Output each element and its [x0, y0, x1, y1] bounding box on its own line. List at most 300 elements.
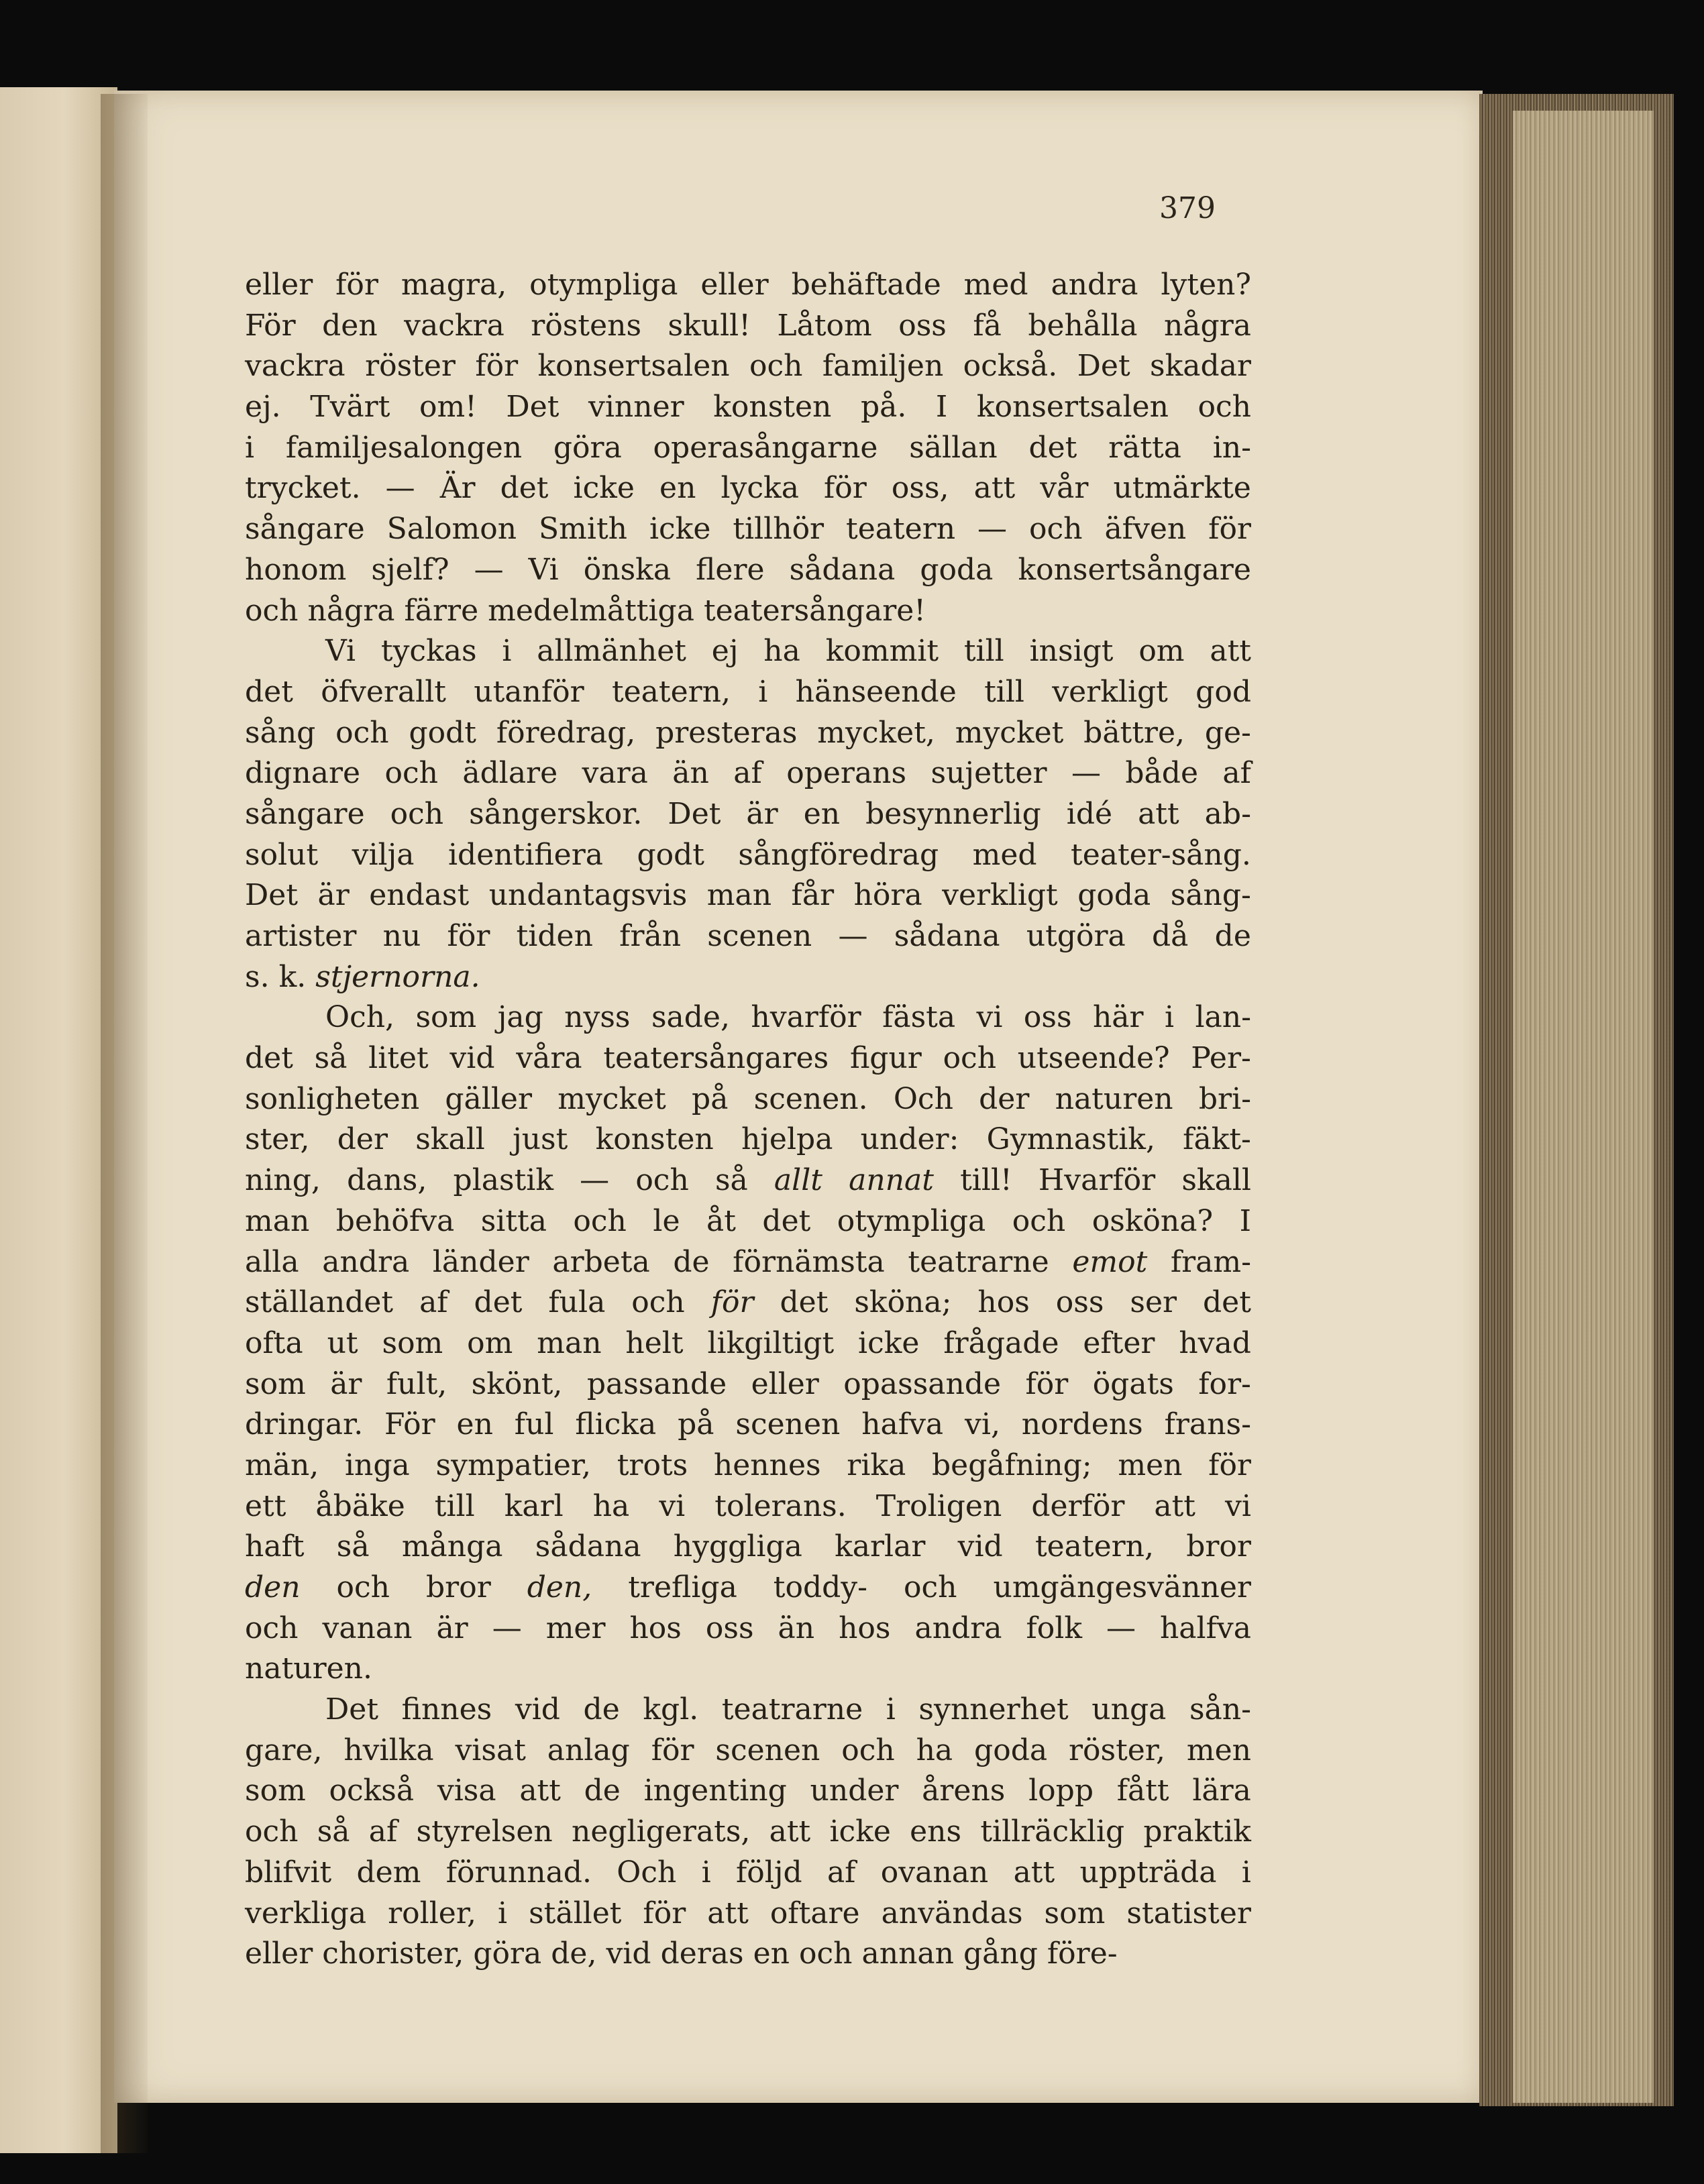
word: det: [245, 674, 293, 709]
word: Vi: [528, 552, 559, 587]
word: Och: [893, 1081, 953, 1116]
word: —: [1106, 1610, 1136, 1645]
word: länder: [432, 1244, 529, 1279]
word: endast: [369, 878, 470, 913]
word: vi: [1225, 1488, 1251, 1523]
word: är: [746, 796, 778, 831]
word: ha: [916, 1733, 953, 1767]
word: äfven: [1104, 512, 1187, 547]
word: också.: [963, 349, 1058, 384]
word: skönt,: [471, 1366, 563, 1401]
word: dringar.: [245, 1407, 364, 1442]
word: den: [245, 1570, 301, 1604]
word: hjelpa: [741, 1122, 833, 1157]
word: mycket: [955, 715, 1064, 750]
body-text: [245, 265, 1251, 1975]
word: Är: [439, 471, 476, 506]
word: just: [513, 1122, 568, 1157]
text-line: [245, 713, 1251, 754]
word: att: [1210, 634, 1251, 669]
text-line: [245, 1527, 1251, 1568]
word: För: [245, 308, 296, 343]
text-line: [245, 631, 1251, 672]
word: trefliga: [628, 1570, 737, 1604]
word: eller: [245, 268, 313, 302]
word: lycka: [721, 471, 799, 506]
word: kgl.: [643, 1692, 699, 1727]
word: göra: [473, 1936, 542, 1971]
word: i: [1164, 1000, 1175, 1035]
text-line: [245, 1771, 1251, 1812]
word: utanför: [474, 674, 584, 709]
text-line: [245, 1079, 1251, 1120]
word: naturen: [1055, 1081, 1173, 1116]
word: lyten?: [1161, 268, 1251, 302]
word: hos: [839, 1610, 891, 1645]
text-line: [245, 265, 1251, 306]
word: sonligheten: [245, 1081, 420, 1116]
word: sympatier,: [435, 1448, 592, 1482]
word: icke: [858, 1325, 920, 1360]
word: och: [841, 1733, 895, 1767]
word: som: [245, 1366, 306, 1401]
word: i: [701, 1855, 711, 1890]
word: får: [791, 878, 835, 913]
word: vid: [515, 1692, 560, 1727]
word: oss: [898, 308, 947, 343]
word: Per-: [1191, 1041, 1251, 1076]
text-line: [245, 346, 1251, 387]
word: s.: [245, 959, 270, 994]
word: för: [1025, 1366, 1069, 1401]
word: karl: [504, 1488, 564, 1523]
text-line: [245, 1364, 1251, 1405]
word: till: [963, 634, 1004, 669]
book-gutter-shadow: [101, 94, 148, 2153]
word: vid: [449, 1041, 495, 1076]
text-line: [245, 1160, 1251, 1201]
word: —: [838, 919, 868, 953]
text-line: [245, 1568, 1251, 1608]
word: lära: [1192, 1773, 1251, 1808]
word: oss: [1055, 1285, 1104, 1320]
text-line: [245, 875, 1251, 916]
word: af: [368, 1814, 398, 1849]
word: visat: [455, 1733, 526, 1767]
word: de: [583, 1692, 620, 1727]
word: bror: [426, 1570, 491, 1604]
word: lopp: [1028, 1773, 1094, 1808]
word: —: [580, 1163, 610, 1198]
word: teatersångares: [603, 1041, 829, 1076]
word: för: [1208, 1448, 1251, 1482]
word: att: [769, 1814, 811, 1849]
word: insigt: [1029, 634, 1114, 669]
word: goda: [1077, 878, 1151, 913]
word: otympliga: [529, 268, 678, 302]
word: operasångarne: [653, 430, 878, 465]
word: ser: [1130, 1285, 1177, 1320]
word: och: [245, 593, 299, 628]
word: vi: [976, 1000, 1003, 1035]
text-line: [245, 1731, 1251, 1771]
word: är: [317, 878, 350, 913]
word: plastik: [453, 1163, 553, 1198]
word: och: [1197, 390, 1251, 425]
word: höra: [853, 878, 922, 913]
word: ning,: [245, 1163, 321, 1198]
word: man: [706, 878, 772, 913]
word: hvarför: [751, 1000, 861, 1035]
word: bror: [1186, 1529, 1251, 1564]
word: röstens: [531, 308, 642, 343]
word: några: [307, 593, 395, 628]
text-line: [245, 1690, 1251, 1731]
word: och: [749, 349, 803, 384]
word: årens: [922, 1773, 1006, 1808]
word: presteras: [655, 715, 798, 750]
word: till!: [960, 1163, 1012, 1198]
word: den: [322, 308, 378, 343]
word: då: [1152, 919, 1189, 953]
word: tolerans.: [714, 1488, 847, 1523]
word: begåfning;: [932, 1448, 1092, 1482]
word: undantagsvis: [488, 878, 688, 913]
word: sån-: [1189, 1692, 1251, 1727]
word: behöfva: [335, 1203, 455, 1238]
word: vi: [659, 1488, 686, 1523]
word: och: [384, 756, 438, 791]
paragraph: [245, 1690, 1251, 1975]
word: magra,: [401, 268, 507, 302]
word: hos: [629, 1610, 682, 1645]
word: in-: [1212, 430, 1251, 465]
word: förnämsta: [733, 1244, 885, 1279]
word: en: [803, 796, 841, 831]
word: och: [335, 715, 389, 750]
word: godt: [637, 837, 704, 872]
word: utmärkte: [1113, 471, 1251, 506]
word: Vi: [325, 634, 356, 669]
word: I: [1239, 1203, 1251, 1238]
word: oss: [705, 1610, 754, 1645]
word: de: [673, 1244, 710, 1279]
word: i: [758, 674, 768, 709]
word: flicka: [575, 1407, 657, 1442]
word: hennes: [713, 1448, 821, 1482]
text-line: [245, 794, 1251, 835]
page-number: 379: [1159, 191, 1216, 225]
word: litet: [368, 1041, 429, 1076]
word: ster,: [245, 1122, 310, 1157]
book-page-edges-inner: [1513, 111, 1654, 2103]
word: fula: [548, 1285, 606, 1320]
word: fram-: [1170, 1244, 1251, 1279]
word: skall: [1181, 1163, 1251, 1198]
word: hyggliga: [673, 1529, 802, 1564]
word: af: [733, 756, 762, 791]
word: åbäke: [315, 1488, 405, 1523]
word: teater-sång.: [1071, 837, 1251, 872]
word: Låtom: [777, 308, 872, 343]
word: sångerskor.: [469, 796, 643, 831]
word: för: [1208, 512, 1251, 547]
word: medelmåttiga: [488, 593, 694, 628]
word: lan-: [1195, 1000, 1251, 1035]
word: och: [245, 1814, 299, 1849]
word: konsertsalen: [537, 349, 730, 384]
word: icke: [649, 512, 711, 547]
word: hvilka: [343, 1733, 434, 1767]
text-line: [245, 1242, 1251, 1283]
word: familjesalongen: [285, 430, 523, 465]
text-line: [245, 1934, 1251, 1975]
word: För: [384, 1407, 435, 1442]
word: visa: [437, 1773, 496, 1808]
word: dem: [356, 1855, 421, 1890]
word: skull!: [668, 308, 751, 343]
word: på: [678, 1407, 714, 1442]
word: att: [1013, 1855, 1055, 1890]
text-line: [245, 1486, 1251, 1527]
word: solut: [245, 837, 319, 872]
word: —: [385, 471, 415, 506]
word: ha: [763, 634, 800, 669]
word: i: [502, 634, 512, 669]
word: vid: [957, 1529, 1003, 1564]
paragraph: [245, 265, 1251, 631]
word: folk: [1026, 1610, 1082, 1645]
word: Troligen: [875, 1488, 1002, 1523]
word: vilja: [352, 837, 415, 872]
word: I: [935, 390, 948, 425]
word: i: [1241, 1855, 1251, 1890]
word: önska: [583, 552, 672, 587]
word: som: [1044, 1896, 1106, 1930]
paragraph: [245, 631, 1251, 997]
text-line: [245, 509, 1251, 550]
word: eller: [751, 1366, 819, 1401]
word: k.: [278, 959, 307, 994]
word: ens: [910, 1814, 962, 1849]
word: ab-: [1204, 796, 1251, 831]
word: verkligt: [942, 878, 1058, 913]
word: vackra: [245, 349, 345, 384]
word: idé: [1066, 796, 1113, 831]
word: roller,: [388, 1896, 477, 1930]
text-line: [245, 591, 1251, 632]
word: före-: [1047, 1936, 1118, 1971]
word: och: [635, 1163, 689, 1198]
word: efter: [1083, 1325, 1155, 1360]
word: ädlare: [462, 756, 558, 791]
word: åt: [706, 1203, 736, 1238]
word: ställandet: [245, 1285, 394, 1320]
word: utseende?: [1017, 1041, 1170, 1076]
text-line: [245, 753, 1251, 794]
word: om!: [419, 390, 477, 425]
word: trycket.: [245, 471, 361, 506]
word: nu: [382, 919, 421, 953]
word: för: [335, 268, 378, 302]
word: det: [780, 1285, 829, 1320]
word: ingenting: [643, 1773, 787, 1808]
word: förunnad.: [445, 1855, 592, 1890]
word: gång: [963, 1936, 1038, 1971]
left-page-edge: [0, 87, 117, 2153]
word: hvad: [1179, 1325, 1251, 1360]
text-line: [245, 1894, 1251, 1934]
word: konsten: [713, 390, 832, 425]
word: sjelf?: [371, 552, 449, 587]
word: mycket: [557, 1081, 666, 1116]
word: uppträda: [1079, 1855, 1217, 1890]
word: det: [500, 471, 549, 506]
word: från: [619, 919, 682, 953]
word: vinner: [588, 390, 684, 425]
word: nordens: [1021, 1407, 1143, 1442]
word: sådana: [535, 1529, 641, 1564]
word: fått: [1116, 1773, 1169, 1808]
word: ovanan: [880, 1855, 989, 1890]
word: vackra: [404, 308, 504, 343]
word: de: [1214, 919, 1251, 953]
word: fästa: [882, 1000, 956, 1035]
text-line: [245, 672, 1251, 713]
word: mer: [545, 1610, 606, 1645]
word: annan: [861, 1936, 954, 1971]
word: om: [467, 1325, 513, 1360]
word: färre: [404, 593, 479, 628]
word: röster: [365, 349, 456, 384]
word: tillräcklig: [980, 1814, 1125, 1849]
word: for-: [1198, 1366, 1251, 1401]
word: Smith: [539, 512, 627, 547]
word: kommit: [825, 634, 939, 669]
word: och: [573, 1203, 627, 1238]
word: umgängesvänner: [993, 1570, 1251, 1604]
word: sådana: [894, 919, 1000, 953]
word: synnerhet: [918, 1692, 1069, 1727]
word: utgöra: [1026, 919, 1126, 953]
word: och: [336, 1570, 390, 1604]
word: artister: [245, 919, 357, 953]
word: är: [330, 1366, 362, 1401]
word: ett: [245, 1488, 286, 1523]
word: ful: [514, 1407, 554, 1442]
text-line: [245, 1608, 1251, 1649]
word: teatrarne: [908, 1244, 1049, 1279]
text-line: [245, 1853, 1251, 1894]
word: att: [973, 471, 1016, 506]
word: arbeta: [552, 1244, 650, 1279]
word: med: [963, 268, 1028, 302]
word: våra: [516, 1041, 582, 1076]
word: besynnerlig: [865, 796, 1041, 831]
word: operans: [786, 756, 907, 791]
word: Tvärt: [310, 390, 390, 425]
word: på.: [860, 390, 907, 425]
word: opassande: [843, 1366, 1002, 1401]
word: så: [336, 1529, 370, 1564]
word: än: [778, 1610, 815, 1645]
word: och: [245, 1610, 299, 1645]
word: andra: [914, 1610, 1002, 1645]
word: sujetter: [930, 756, 1047, 791]
word: teatrarne: [721, 1692, 863, 1727]
text-line: [245, 835, 1251, 876]
word: skall: [415, 1122, 485, 1157]
word: scenen: [735, 1407, 841, 1442]
word: scenen.: [753, 1081, 868, 1116]
text-line: [245, 1649, 1251, 1690]
word: det: [474, 1285, 523, 1320]
word: fäkt-: [1183, 1122, 1251, 1157]
text-line: [245, 1323, 1251, 1364]
word: trots: [617, 1448, 688, 1482]
word: verkliga: [245, 1896, 367, 1930]
paragraph: [245, 997, 1251, 1690]
word: men: [1186, 1733, 1251, 1767]
word: flere: [696, 552, 765, 587]
word: styrelsen: [416, 1814, 553, 1849]
word: teatern: [846, 512, 956, 547]
word: le: [653, 1203, 680, 1238]
word: ha: [592, 1488, 630, 1523]
word: användas: [881, 1896, 1023, 1930]
text-line: [245, 468, 1251, 509]
word: mycket,: [817, 715, 935, 750]
word: god: [1195, 674, 1251, 709]
word: negligerats,: [572, 1814, 751, 1849]
word: det: [245, 1041, 293, 1076]
word: teatern,: [1034, 1529, 1154, 1564]
word: otympliga: [837, 1203, 986, 1238]
word: man: [537, 1325, 602, 1360]
word: oftare: [769, 1896, 860, 1930]
word: nyss: [564, 1000, 631, 1035]
word: att: [519, 1773, 561, 1808]
word: är: [436, 1610, 468, 1645]
word: många: [401, 1529, 503, 1564]
word: för: [447, 919, 490, 953]
word: af: [1222, 756, 1251, 791]
word: en: [456, 1407, 493, 1442]
word: den,: [527, 1570, 592, 1604]
word: eller: [245, 1936, 313, 1971]
word: vara: [582, 756, 648, 791]
word: sångföredrag: [738, 837, 939, 872]
word: familjen: [822, 349, 944, 384]
word: gäller: [445, 1081, 532, 1116]
text-line: [245, 1038, 1251, 1079]
word: men: [1118, 1448, 1183, 1482]
text-line: [245, 428, 1251, 469]
word: man: [245, 1203, 310, 1238]
word: haft: [245, 1529, 305, 1564]
word: att: [707, 1896, 749, 1930]
word: honom: [245, 552, 347, 587]
word: och: [1012, 1203, 1066, 1238]
word: stället: [529, 1896, 622, 1930]
word: till: [984, 674, 1024, 709]
word: sångare: [245, 512, 365, 547]
word: andra: [322, 1244, 410, 1279]
word: vi,: [965, 1407, 1000, 1442]
word: statister: [1126, 1896, 1251, 1930]
word: så: [714, 1163, 748, 1198]
word: en: [659, 471, 696, 506]
